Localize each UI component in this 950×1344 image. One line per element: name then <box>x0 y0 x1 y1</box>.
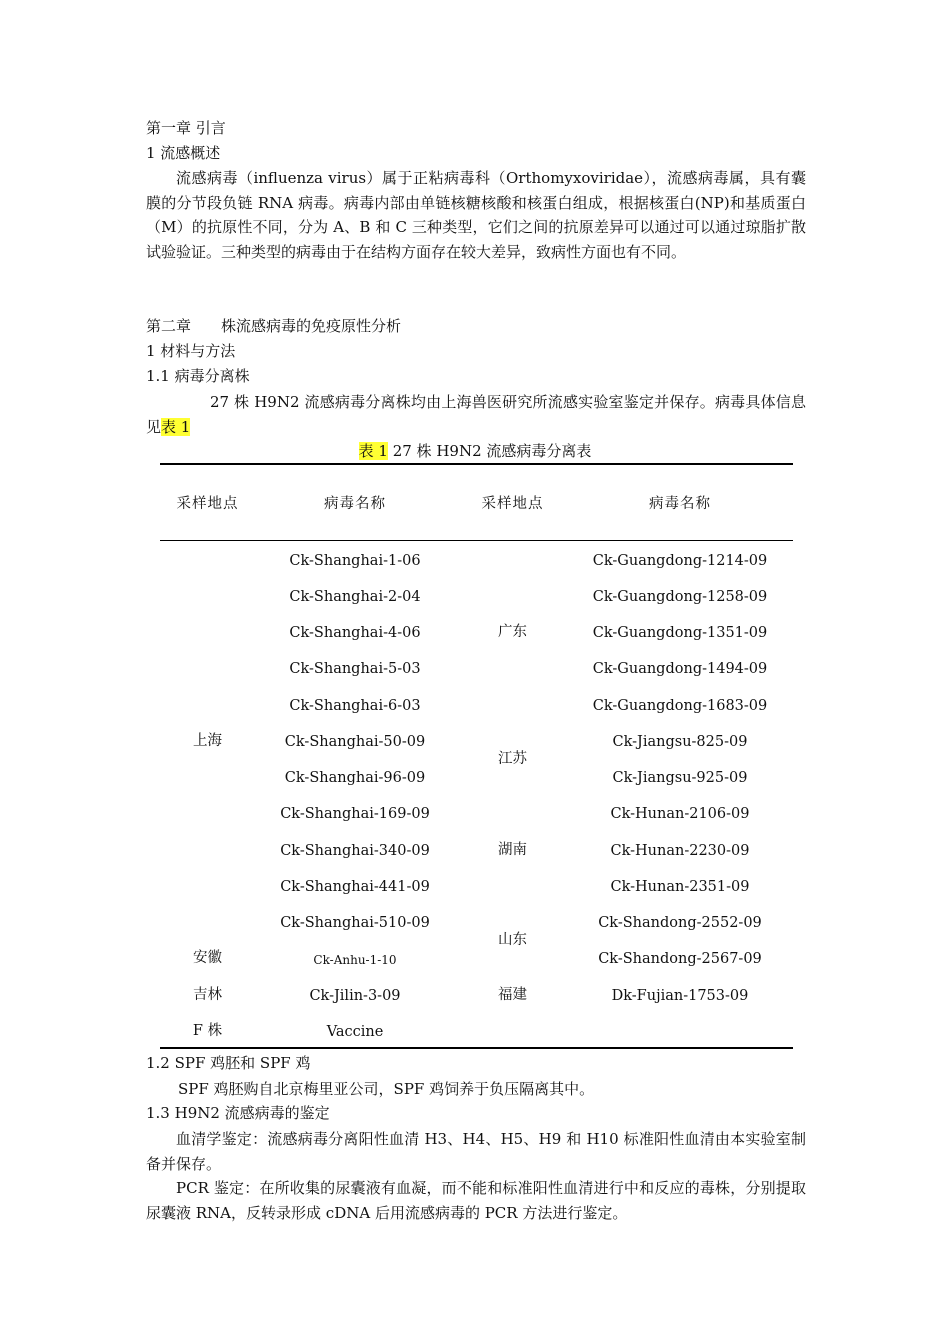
virus-name: Ck-Jiangsu-925-09 <box>612 770 748 786</box>
table1-caption-text: 27 株 H9N2 流感病毒分离表 <box>387 442 592 460</box>
table1-caption <box>0 441 950 461</box>
chapter1-paragraph: 流感病毒（influenza virus）属于正粘病毒科（Orthomyxoviridae），流感病毒属，具有囊膜的分节段负链 RNA 病毒。病毒内部由单链核糖核酸和核蛋白组成，根据核蛋白(NP)和基质蛋白（M）的抗原性不同，分为 A、B 和 C 三种类型，它们之间的抗原差异可以通过可以通过琼脂扩散试验验证。三种类型的病毒由于在结构方面存在较大差异，致病性方面也有不同。 <box>146 169 806 261</box>
virus-name: Ck-Shanghai-1-06 <box>289 553 421 569</box>
virus-name: Vaccine <box>326 1024 384 1040</box>
virus-name: Ck-Jiangsu-825-09 <box>612 734 748 750</box>
virus-name: Ck-Hunan-2351-09 <box>610 879 750 895</box>
strains-paragraph <box>146 390 806 439</box>
table-header-rule <box>160 540 793 541</box>
section1-heading: 1 流感概述 <box>146 144 221 162</box>
region-guangdong: 广东 <box>498 624 527 640</box>
virus-name: Ck-Hunan-2106-09 <box>610 806 750 822</box>
virus-name: Ck-Shandong-2567-09 <box>598 951 762 967</box>
virus-name: Ck-Shanghai-169-09 <box>280 806 430 822</box>
region-f-strain: F 株 <box>192 1023 223 1039</box>
header-virus-left: 病毒名称 <box>324 496 386 512</box>
virus-name: Ck-Shanghai-2-04 <box>289 589 421 605</box>
section-1-2-heading: 1.2 SPF 鸡胚和 SPF 鸡 <box>146 1054 311 1072</box>
virus-name: Ck-Guangdong-1494-09 <box>592 661 768 677</box>
table-bottom-rule <box>160 1047 793 1049</box>
virus-name: Dk-Fujian-1753-09 <box>611 988 749 1004</box>
virus-name: Ck-Shandong-2552-09 <box>598 915 762 931</box>
virus-name: Ck-Shanghai-6-03 <box>289 698 421 714</box>
region-jilin: 吉林 <box>193 987 222 1003</box>
table1-reference-link[interactable]: 表 1 <box>161 417 191 436</box>
virus-name: Ck-Guangdong-1258-09 <box>592 589 768 605</box>
virus-name: Ck-Shanghai-50-09 <box>284 734 426 750</box>
region-fujian: 福建 <box>498 987 527 1003</box>
virus-name: Ck-Shanghai-340-09 <box>280 843 430 859</box>
header-virus-right: 病毒名称 <box>649 496 711 512</box>
table-top-rule <box>160 463 793 465</box>
virus-name: Ck-Shanghai-5-03 <box>289 661 421 677</box>
virus-name: Ck-Hunan-2230-09 <box>610 843 750 859</box>
chapter1-heading: 第一章 引言 <box>146 119 226 137</box>
virus-name: Ck-Shanghai-96-09 <box>284 770 426 786</box>
virus-name: Ck-Shanghai-4-06 <box>289 625 421 641</box>
strains-paragraph-text: 27 株 H9N2 流感病毒分离株均由上海兽医研究所流感实验室鉴定并保存。病毒具体信息见 <box>146 393 806 436</box>
virus-name: Ck-Shanghai-510-09 <box>280 915 430 931</box>
section-1-2-paragraph: SPF 鸡胚购自北京梅里亚公司，SPF 鸡饲养于负压隔离其中。 <box>178 1080 595 1098</box>
header-region-right: 采样地点 <box>481 496 544 512</box>
table1-caption-label: 表 1 <box>358 442 388 460</box>
section-1-3-heading: 1.3 H9N2 流感病毒的鉴定 <box>146 1104 330 1122</box>
region-shanghai: 上海 <box>193 733 222 749</box>
virus-name: Ck-Shanghai-441-09 <box>280 879 430 895</box>
virus-name: Ck-Guangdong-1351-09 <box>592 625 768 641</box>
methods-heading: 1 材料与方法 <box>146 342 236 360</box>
pcr-paragraph: PCR 鉴定：在所收集的尿囊液有血凝，而不能和标准阳性血清进行中和反应的毒株，分别提取尿囊液 RNA，反转录形成 cDNA 后用流感病毒的 PCR 方法进行鉴定。 <box>146 1179 806 1222</box>
virus-name: Ck-Anhu-1-10 <box>313 953 397 967</box>
virus-name: Ck-Guangdong-1683-09 <box>592 698 768 714</box>
region-anhui: 安徽 <box>193 950 222 966</box>
section-1-1-heading: 1.1 病毒分离株 <box>146 367 250 385</box>
region-shandong: 山东 <box>498 932 527 948</box>
virus-name: Ck-Jilin-3-09 <box>309 988 401 1004</box>
chapter2-heading: 第二章 株流感病毒的免疫原性分析 <box>146 317 402 335</box>
region-jiangsu: 江苏 <box>498 751 527 767</box>
region-hunan: 湖南 <box>498 842 527 858</box>
serology-paragraph: 血清学鉴定：流感病毒分离阳性血清 H3、H4、H5、H9 和 H10 标准阳性血清由本实验室制备并保存。 <box>146 1130 806 1173</box>
header-region-left: 采样地点 <box>176 496 239 512</box>
virus-name: Ck-Guangdong-1214-09 <box>592 553 768 569</box>
